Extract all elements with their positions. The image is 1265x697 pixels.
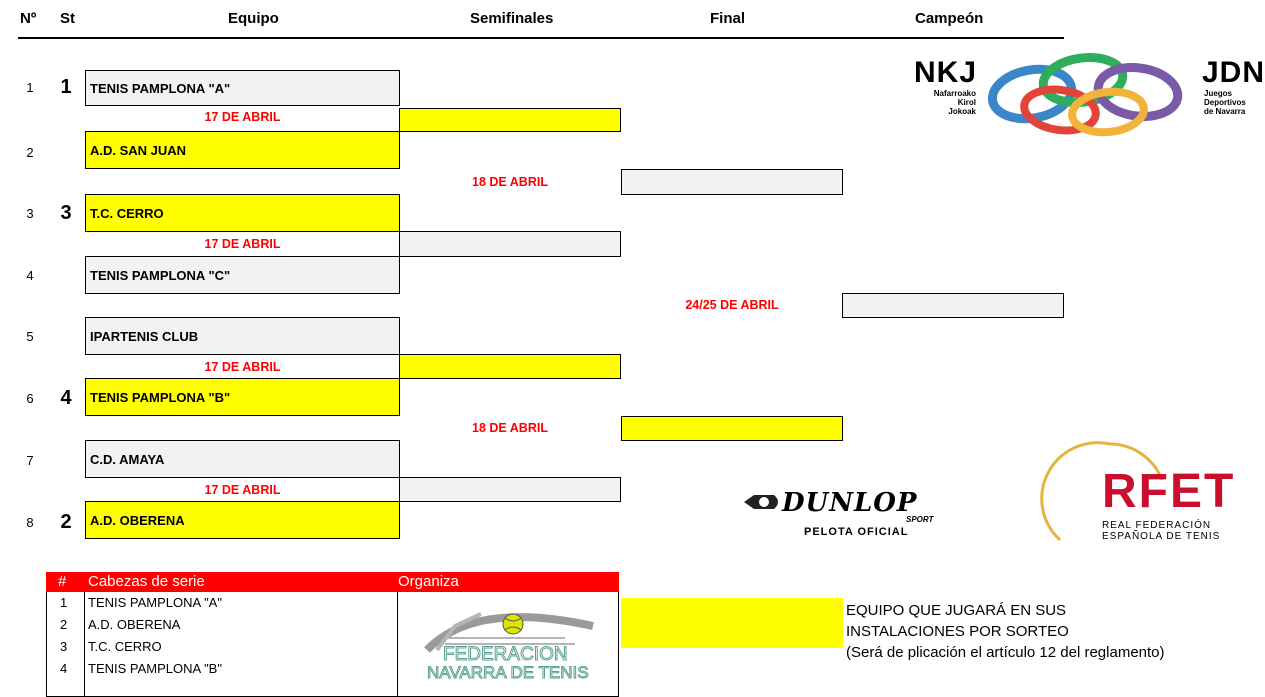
header-semifinales: Semifinales [470, 10, 554, 27]
seeds-divider-2 [397, 592, 398, 697]
fnt-text-2: NAVARRA DE TENIS [427, 663, 589, 682]
dunlop-logo [742, 488, 972, 543]
row-number-6: 6 [26, 391, 34, 406]
dunlop-text: DUNLOP [782, 488, 918, 518]
team-slot-7[interactable]: C.D. AMAYA [85, 440, 400, 478]
date-r1-a: 17 DE ABRIL [204, 110, 281, 124]
semifinal-slot-4[interactable] [399, 477, 621, 502]
seed-row-team-3: T.C. CERRO [88, 639, 162, 654]
seeds-title: Cabezas de serie [88, 573, 205, 590]
team-slot-4[interactable]: TENIS PAMPLONA "C" [85, 256, 400, 294]
header-no: Nº [20, 10, 37, 27]
jdn-text: JDN [1202, 56, 1265, 89]
seed-row-num-3: 3 [60, 639, 68, 654]
seed-row-num-4: 4 [60, 661, 68, 676]
row-number-4: 4 [26, 268, 34, 283]
semifinal-slot-1[interactable] [399, 108, 621, 132]
dunlop-sport: SPORT [906, 515, 934, 524]
dunlop-subtitle: PELOTA OFICIAL [804, 526, 909, 538]
seeds-organiza: Organiza [398, 573, 459, 590]
semifinal-slot-3[interactable] [399, 354, 621, 379]
seed-row-num-1: 1 [60, 595, 68, 610]
team-slot-6[interactable]: TENIS PAMPLONA "B" [85, 378, 400, 416]
fnt-text-1: FEDERACION [443, 644, 568, 665]
olympic-rings-icon [980, 56, 1190, 136]
date-r1-d: 17 DE ABRIL [204, 483, 281, 497]
row-number-3: 3 [26, 206, 34, 221]
row-number-7: 7 [26, 453, 34, 468]
team-slot-3[interactable]: T.C. CERRO [85, 194, 400, 232]
date-r1-c: 17 DE ABRIL [204, 360, 281, 374]
seed-row-team-4: TENIS PAMPLONA "B" [88, 661, 222, 676]
nkj-text: NKJ [914, 56, 978, 89]
seeds-table-header [46, 572, 619, 592]
seeds-divider-1 [84, 592, 85, 697]
row-number-2: 2 [26, 145, 34, 160]
fnt-logo [415, 598, 605, 693]
seed-1: 1 [60, 76, 72, 98]
seed-row-team-2: A.D. OBERENA [88, 617, 181, 632]
date-sf-b: 18 DE ABRIL [472, 421, 548, 435]
header-st: St [60, 10, 75, 27]
dunlop-flying-d-icon [742, 492, 782, 512]
team-slot-1[interactable]: TENIS PAMPLONA "A" [85, 70, 400, 106]
seed-row-num-2: 2 [60, 617, 68, 632]
legend-text [846, 600, 1165, 663]
header-rule [18, 37, 1064, 39]
team-slot-2[interactable]: A.D. SAN JUAN [85, 131, 400, 169]
rfet-logo [1050, 440, 1255, 555]
jdn-logo [912, 56, 1265, 136]
seed-2: 2 [60, 511, 72, 533]
legend-line-3: (Será de plicación el artículo 12 del reglamento) [846, 644, 1165, 661]
legend-line-2: INSTALACIONES POR SORTEO [846, 623, 1069, 640]
legend-swatch [621, 598, 843, 648]
semifinal-slot-2[interactable] [399, 231, 621, 257]
final-slot-1[interactable] [621, 169, 843, 195]
header-campeon: Campeón [915, 10, 984, 27]
rfet-subtitle: REAL FEDERACIÓN ESPAÑOLA DE TENIS [1102, 520, 1221, 542]
seed-3: 3 [60, 202, 72, 224]
date-r1-b: 17 DE ABRIL [204, 237, 281, 251]
team-slot-8[interactable]: A.D. OBERENA [85, 501, 400, 539]
seed-row-team-1: TENIS PAMPLONA "A" [88, 595, 222, 610]
row-number-1: 1 [26, 80, 34, 95]
row-number-8: 8 [26, 515, 34, 530]
date-final: 24/25 DE ABRIL [685, 298, 779, 312]
final-slot-2[interactable] [621, 416, 843, 441]
header-final: Final [710, 10, 746, 27]
seed-4: 4 [60, 387, 72, 409]
row-number-5: 5 [26, 329, 34, 344]
rfet-text: RFET [1102, 465, 1236, 518]
team-slot-5[interactable]: IPARTENIS CLUB [85, 317, 400, 355]
nkj-subtitle: Nafarroako Kirol Jokoak [933, 89, 976, 116]
champion-slot[interactable] [842, 293, 1064, 318]
date-sf-a: 18 DE ABRIL [472, 175, 548, 189]
jdn-subtitle: Juegos Deportivos de Navarra [1204, 89, 1246, 116]
legend-line-1: EQUIPO QUE JUGARÁ EN SUS [846, 602, 1067, 619]
header-equipo: Equipo [228, 10, 279, 27]
seeds-hash: # [58, 573, 67, 590]
